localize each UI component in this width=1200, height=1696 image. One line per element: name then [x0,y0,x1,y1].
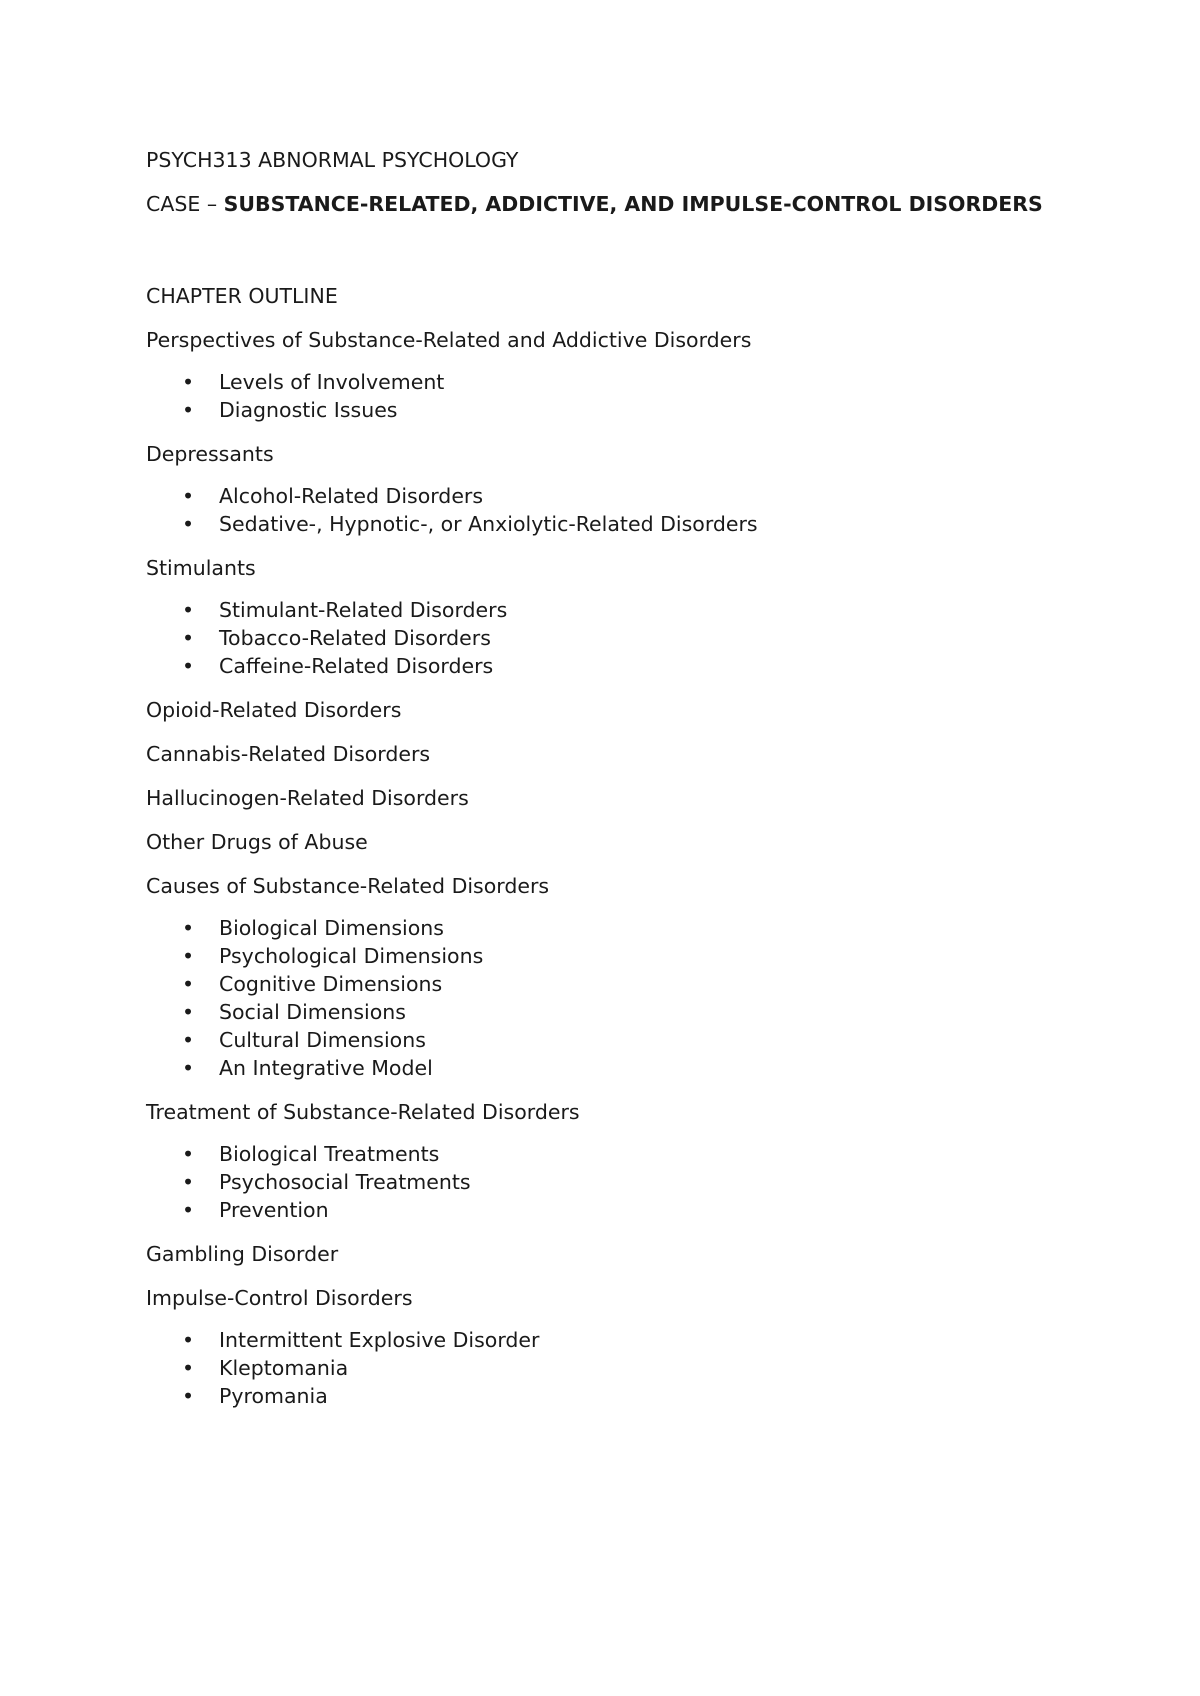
list-item-label: Diagnostic Issues [219,398,398,422]
list-item-label: Prevention [219,1198,329,1222]
bullet-icon: • [182,626,195,650]
outline-heading: CHAPTER OUTLINE [146,284,338,308]
list-item-label: Biological Treatments [219,1142,440,1166]
list-item [146,510,1066,538]
list-item [146,652,1066,680]
list-item [146,998,1066,1026]
bullet-icon: • [182,598,195,622]
list-item [146,1168,1066,1196]
list-item [146,970,1066,998]
bullet-icon: • [182,1000,195,1024]
section-sub-list [146,482,1066,538]
bullet-icon: • [182,1170,195,1194]
list-item [146,1026,1066,1054]
section-title: Stimulants [146,556,256,580]
list-item [146,368,1066,396]
list-item-label: Psychosocial Treatments [219,1170,471,1194]
list-item [146,1326,1066,1354]
list-item [146,914,1066,942]
list-item [146,596,1066,624]
bullet-icon: • [182,972,195,996]
section-title: Depressants [146,442,274,466]
case-title [146,190,1066,218]
section-title: Opioid-Related Disorders [146,698,402,722]
list-item [146,1196,1066,1224]
list-item-label: Kleptomania [219,1356,349,1380]
section-title: Perspectives of Substance-Related and Addictive Disorders [146,328,752,352]
bullet-icon: • [182,1028,195,1052]
list-item-label: Alcohol-Related Disorders [219,484,484,508]
list-item [146,1054,1066,1082]
list-item-label: Intermittent Explosive Disorder [219,1328,540,1352]
list-item-label: Pyromania [219,1384,328,1408]
section-sub-list [146,596,1066,680]
list-item [146,1140,1066,1168]
section-title: Other Drugs of Abuse [146,830,368,854]
list-item [146,942,1066,970]
bullet-icon: • [182,484,195,508]
section-title: Impulse-Control Disorders [146,1286,413,1310]
list-item [146,624,1066,652]
section-sub-list [146,914,1066,1082]
list-item-label: Cultural Dimensions [219,1028,426,1052]
list-item-label: Social Dimensions [219,1000,406,1024]
bullet-icon: • [182,512,195,536]
document-page [146,146,1066,1426]
list-item [146,482,1066,510]
section-sub-list [146,1326,1066,1410]
list-item-label: Tobacco-Related Disorders [219,626,491,650]
bullet-icon: • [182,1142,195,1166]
list-item-label: Stimulant-Related Disorders [219,598,508,622]
case-title-text: SUBSTANCE-RELATED, ADDICTIVE, AND IMPULSE-CONTROL DISORDERS [223,192,1043,216]
list-item [146,1382,1066,1410]
section-title: Cannabis-Related Disorders [146,742,431,766]
list-item-label: An Integrative Model [219,1056,433,1080]
list-item-label: Psychological Dimensions [219,944,484,968]
outline-sections [146,326,1066,1410]
list-item-label: Caffeine-Related Disorders [219,654,494,678]
bullet-icon: • [182,1056,195,1080]
bullet-icon: • [182,916,195,940]
bullet-icon: • [182,1384,195,1408]
section-title: Hallucinogen-Related Disorders [146,786,469,810]
bullet-icon: • [182,1198,195,1222]
course-title: PSYCH313 ABNORMAL PSYCHOLOGY [146,148,519,172]
list-item-label: Sedative-, Hypnotic-, or Anxiolytic-Related Disorders [219,512,758,536]
list-item [146,1354,1066,1382]
section-sub-list [146,368,1066,424]
section-title: Causes of Substance-Related Disorders [146,874,550,898]
list-item [146,396,1066,424]
bullet-icon: • [182,944,195,968]
bullet-icon: • [182,654,195,678]
list-item-label: Biological Dimensions [219,916,444,940]
list-item-label: Levels of Involvement [219,370,445,394]
section-title: Treatment of Substance-Related Disorders [146,1100,580,1124]
bullet-icon: • [182,1356,195,1380]
bullet-icon: • [182,1328,195,1352]
section-title: Gambling Disorder [146,1242,339,1266]
bullet-icon: • [182,398,195,422]
list-item-label: Cognitive Dimensions [219,972,443,996]
bullet-icon: • [182,370,195,394]
section-sub-list [146,1140,1066,1224]
case-prefix: CASE – [146,192,224,216]
